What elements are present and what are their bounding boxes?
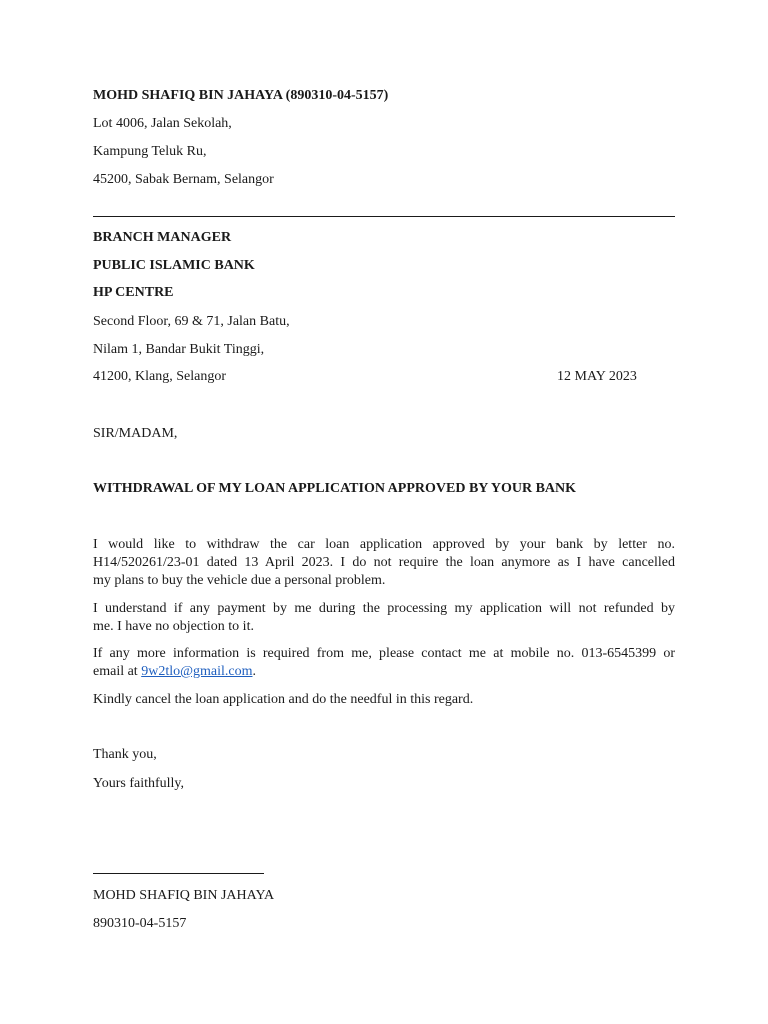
body-paragraph-3 bbox=[93, 645, 675, 681]
body-paragraph-4: Kindly cancel the loan application and do the needful in this regard. bbox=[93, 692, 474, 707]
body-paragraph-3-line-1: If any more information is required from me, please contact me at mobile no. 013-6545399 or bbox=[93, 646, 675, 661]
sender-address-line-1: Lot 4006, Jalan Sekolah, bbox=[93, 116, 232, 131]
body-paragraph-2-line-2: me. I have no objection to it. bbox=[93, 619, 254, 634]
body-paragraph-2-line-1: I understand if any payment by me during the processing my application will not refunded by bbox=[93, 601, 675, 616]
body-paragraph-1-line-3: my plans to buy the vehicle due a personal problem. bbox=[93, 573, 386, 588]
recipient-title: BRANCH MANAGER bbox=[93, 230, 232, 245]
body-paragraph-1 bbox=[93, 536, 675, 590]
subject-line: WITHDRAWAL OF MY LOAN APPLICATION APPROVED BY YOUR BANK bbox=[93, 481, 577, 496]
closing-signoff: Yours faithfully, bbox=[93, 776, 185, 791]
recipient-address-line-2: Nilam 1, Bandar Bukit Tinggi, bbox=[93, 342, 265, 357]
body-paragraph-3-line-2 bbox=[93, 663, 675, 681]
signer-name: MOHD SHAFIQ BIN JAHAYA bbox=[93, 888, 275, 903]
email-suffix: . bbox=[252, 664, 256, 679]
recipient-centre: HP CENTRE bbox=[93, 285, 174, 300]
body-paragraph-1-line-1: I would like to withdraw the car loan application approved by your bank by letter no. bbox=[93, 537, 675, 552]
sender-address-line-3: 45200, Sabak Bernam, Selangor bbox=[93, 172, 274, 187]
signature-line bbox=[93, 873, 264, 874]
header-divider bbox=[93, 216, 675, 217]
email-prefix: email at bbox=[93, 664, 142, 679]
salutation: SIR/MADAM, bbox=[93, 426, 178, 441]
sender-address-line-2: Kampung Teluk Ru, bbox=[93, 144, 207, 159]
email-link[interactable]: 9w2tlo@gmail.com bbox=[141, 664, 253, 679]
recipient-address-line-3: 41200, Klang, Selangor bbox=[93, 369, 226, 384]
closing-thanks: Thank you, bbox=[93, 747, 157, 762]
recipient-address-line-1: Second Floor, 69 & 71, Jalan Batu, bbox=[93, 314, 290, 329]
body-paragraph-1-line-2: H14/520261/23-01 dated 13 April 2023. I do not require the loan anymore as I have cancelled bbox=[93, 555, 675, 570]
sender-name-heading: MOHD SHAFIQ BIN JAHAYA (890310-04-5157) bbox=[93, 88, 389, 103]
body-paragraph-2 bbox=[93, 600, 675, 636]
signer-id: 890310-04-5157 bbox=[93, 916, 187, 931]
letter-date: 12 MAY 2023 bbox=[557, 369, 637, 384]
recipient-bank: PUBLIC ISLAMIC BANK bbox=[93, 258, 255, 273]
